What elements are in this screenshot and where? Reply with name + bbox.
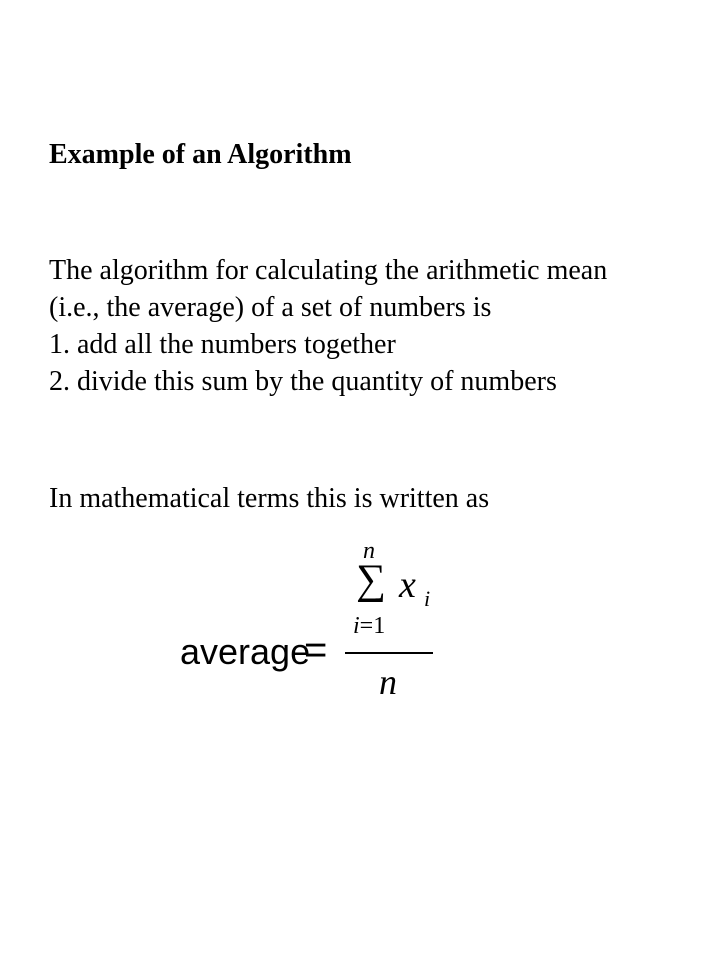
- description-line: (i.e., the average) of a set of numbers is: [49, 292, 492, 323]
- sum-lower-index: i: [353, 613, 360, 639]
- sum-term-subscript: i: [424, 586, 431, 611]
- fraction-bar: [345, 652, 433, 654]
- description-line: The algorithm for calculating the arithmetic mean: [49, 255, 608, 286]
- summation-symbol: ∑: [356, 557, 386, 603]
- formula-denominator: n: [379, 662, 397, 702]
- algorithm-description: [49, 252, 607, 400]
- sum-upper-limit: n: [363, 538, 375, 564]
- sum-lower-start: =1: [359, 613, 386, 639]
- average-formula: [180, 535, 480, 715]
- sum-term-variable: x: [399, 564, 416, 606]
- equals-sign: =: [304, 628, 328, 672]
- step-1: 1. add all the numbers together: [49, 329, 396, 360]
- sum-lower-limit: [353, 613, 385, 639]
- slide-title: Example of an Algorithm: [49, 139, 352, 170]
- math-intro-text: In mathematical terms this is written as: [49, 483, 490, 514]
- formula-lhs: average: [180, 631, 311, 672]
- step-2: 2. divide this sum by the quantity of numbers: [49, 366, 557, 397]
